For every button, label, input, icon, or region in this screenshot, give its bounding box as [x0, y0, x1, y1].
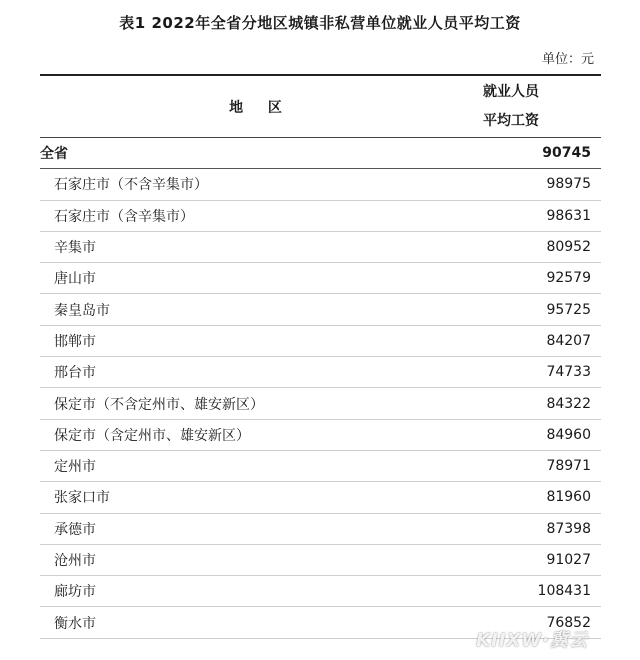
- row-value: 78971: [546, 458, 591, 475]
- row-name: 沧州市: [54, 553, 96, 569]
- row-value: 84960: [546, 426, 591, 443]
- table-row: [40, 451, 601, 482]
- row-value: 84207: [546, 332, 591, 349]
- table-row-total: [40, 138, 601, 169]
- table-row: [40, 420, 601, 451]
- row-name: 承德市: [54, 521, 96, 538]
- row-name: 全省: [40, 146, 68, 163]
- row-value: 91027: [546, 552, 591, 568]
- table-row: [40, 294, 601, 325]
- row-value: 108431: [537, 583, 591, 600]
- row-name: 衡水市: [54, 615, 96, 632]
- row-name: 邯郸市: [54, 333, 96, 350]
- row-value: 95725: [546, 301, 591, 318]
- table-row: [40, 576, 601, 607]
- row-value: 90745: [542, 145, 591, 162]
- row-name: 定州市: [54, 459, 96, 476]
- row-value: 92579: [546, 270, 591, 287]
- row-value: 76852: [546, 614, 591, 631]
- header-wage-line1: 就业人员: [483, 83, 539, 100]
- table-row: [40, 263, 601, 294]
- table-row: [40, 482, 601, 513]
- row-name: 保定市（含定州市、雄安新区）: [54, 427, 250, 444]
- row-name: 廊坊市: [54, 584, 96, 601]
- row-value: 84322: [546, 395, 591, 412]
- row-value: 98975: [546, 176, 591, 193]
- row-value: 98631: [546, 207, 591, 224]
- table-row: [40, 357, 601, 388]
- row-value: 80952: [546, 239, 591, 256]
- unit-label: 单位：元: [541, 52, 594, 67]
- row-name: 张家口市: [54, 490, 110, 507]
- header-wage: [421, 78, 601, 136]
- table-row: [40, 514, 601, 545]
- wage-table: [40, 74, 601, 639]
- header-wage-line2: 平均工资: [483, 112, 539, 129]
- table-row: [40, 169, 601, 200]
- row-name: 保定市（不含定州市、雄安新区）: [54, 396, 264, 413]
- table-row: [40, 201, 601, 232]
- row-name: 石家庄市（含辛集市）: [54, 208, 194, 225]
- table-row: [40, 388, 601, 419]
- header-area: 地 区: [229, 99, 292, 116]
- row-value: 81960: [546, 489, 591, 506]
- row-value: 74733: [546, 364, 591, 381]
- watermark-logo: KIIXW·冀云: [476, 630, 588, 651]
- row-name: 秦皇岛市: [54, 302, 110, 319]
- table-header: [40, 76, 601, 137]
- row-name: 石家庄市（不含辛集市）: [54, 177, 208, 194]
- table-row: [40, 545, 601, 576]
- row-name: 唐山市: [54, 271, 96, 288]
- row-value: 87398: [546, 520, 591, 537]
- table-row: [40, 232, 601, 263]
- row-name: 邢台市: [54, 365, 96, 382]
- row-name: 辛集市: [54, 240, 96, 257]
- table-row: [40, 326, 601, 357]
- table-title: 表1 2022年全省分地区城镇非私营单位就业人员平均工资: [119, 14, 521, 32]
